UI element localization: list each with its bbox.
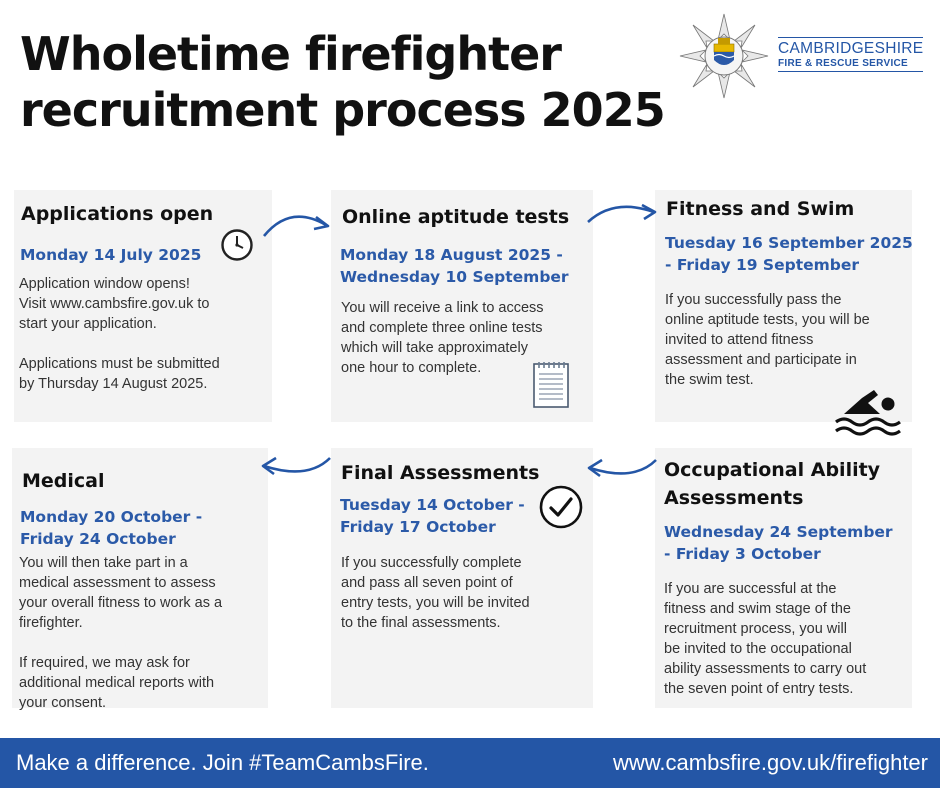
step-heading: Medical — [22, 470, 105, 492]
step-description: If you successfully pass the online aptitude tests, you will be invited to attend fitness assessment and participate in the swim test. — [665, 292, 870, 388]
step-description: If you successfully complete and pass all seven point of entry tests, you will be invited to the final assessments. — [341, 555, 530, 631]
step-applications-open — [14, 190, 272, 422]
step-description: You will then take part in a medical assessment to assess your overall fitness to work as a firefighter. If required, we may ask for additional medical reports with your consent. — [19, 555, 223, 711]
step-date: Monday 14 July 2025 — [20, 246, 202, 264]
fire-service-crest-icon — [676, 10, 772, 102]
step-medical — [12, 448, 268, 711]
step-heading: Occupational Ability Assessments — [664, 459, 881, 509]
logo-line-1: CAMBRIDGESHIRE — [778, 37, 923, 57]
step-date: Wednesday 24 September - Friday 3 October — [664, 523, 893, 563]
step-heading: Online aptitude tests — [342, 206, 570, 228]
arrow-left-icon — [258, 454, 334, 484]
footer-slogan: Make a difference. Join #TeamCambsFire. — [16, 750, 429, 775]
step-heading: Final Assessments — [341, 462, 540, 484]
step-date: Monday 20 October - Friday 24 October — [20, 508, 203, 548]
clock-icon — [219, 227, 255, 263]
step-occupational-ability-assessments — [655, 448, 912, 708]
step-date: Tuesday 14 October - Friday 17 October — [340, 496, 525, 536]
title-line-2: recruitment process 2025 — [20, 83, 665, 137]
step-date: Tuesday 16 September 2025 - Friday 19 September — [665, 234, 913, 274]
logo-line-2: FIRE & RESCUE SERVICE — [778, 57, 923, 72]
step-heading: Applications open — [21, 203, 214, 225]
step-heading: Fitness and Swim — [666, 198, 855, 220]
step-online-aptitude-tests — [331, 190, 593, 422]
step-final-assessments — [331, 448, 593, 708]
arrow-right-icon — [260, 200, 336, 240]
page-title — [20, 26, 665, 138]
arrow-right-icon — [584, 198, 660, 228]
swimmer-icon — [834, 384, 904, 436]
step-date: Monday 18 August 2025 - Wednesday 10 September — [340, 246, 569, 286]
arrow-left-icon — [584, 456, 660, 486]
footer-banner — [0, 738, 940, 788]
step-description: Application window opens! Visit www.cambsfire.gov.uk to start your application. Applications must be submitted by Thursday 14 August 2025. — [19, 276, 220, 392]
step-description: If you are successful at the fitness and swim stage of the recruitment process, you will be invited to the occupational ability assessments to carry out the seven point of entry tests. — [664, 581, 867, 697]
title-line-1: Wholetime firefighter — [20, 27, 561, 81]
cambridgeshire-fire-logo — [676, 10, 936, 102]
checkmark-circle-icon — [538, 484, 584, 530]
step-description: You will receive a link to access and complete three online tests which will take approximately one hour to complete. — [341, 300, 544, 376]
logo-wordmark — [778, 37, 923, 72]
footer-url[interactable]: www.cambsfire.gov.uk/firefighter — [612, 750, 928, 775]
notepad-icon — [531, 360, 571, 410]
